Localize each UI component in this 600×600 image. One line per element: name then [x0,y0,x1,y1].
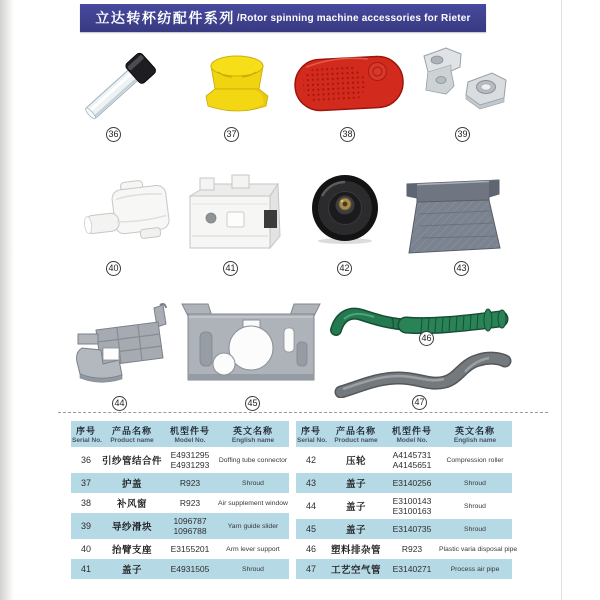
table-row: 47 工艺空气管 E3140271 Process air pipe [296,559,512,579]
arm-lever-support-photo [80,176,178,252]
page-title-chinese: 立达转杯纺配件系列 [95,10,235,26]
gray-bracket-photo [70,300,172,390]
table-row: 36 引纱管结合件 E4931295 E4931293 Doffing tube connector [80,450,288,471]
yarn-guide-base-plate-photo [180,298,322,392]
metal-brackets-photo [416,46,512,118]
compression-roller-photo [309,172,381,246]
table-row: 44 盖子 E3100143 E3100163 Shroud [305,496,486,517]
figure-number-badge: 38 [340,127,355,142]
figure-37 [196,52,278,116]
figure-39 [416,46,512,118]
figure-number-badge: 41 [223,261,238,276]
figure-38 [291,51,407,115]
col-serial: 序号 Serial No. [297,426,327,444]
table-header-row [71,421,289,447]
figure-number-badge: 47 [412,395,427,410]
doffing-tube-connector-photo [75,46,167,124]
figure-number-badge: 46 [419,331,434,346]
col-product: 产品名称 Product name [110,426,154,444]
figure-36 [75,46,167,124]
col-english: 英文名称 English name [453,426,497,444]
table-row: 43 盖子 E3140256 Shroud [296,473,512,493]
dashed-divider [58,412,548,413]
title-banner [80,4,486,32]
gray-shroud-plate-photo [402,170,504,258]
table-row: 38 补风窗 R923 Air supplement window [80,498,288,511]
col-model: 机型件号 Model No. [391,426,432,444]
figure-number-badge: 44 [112,396,127,411]
process-air-pipe-photo [333,348,513,398]
figure-number-badge: 36 [106,127,121,142]
figure-number-badge: 45 [245,396,260,411]
col-english: 英文名称 English name [231,426,275,444]
figure-number-badge: 37 [224,127,239,142]
figure-47 [333,348,513,398]
figure-number-badge: 40 [106,261,121,276]
figure-40 [80,176,178,252]
figure-41 [180,172,288,258]
table-row: 40 抬臂支座 E3155201 Arm lever support [80,544,280,557]
page-title-english: /Rotor spinning machine accessories for Rieter [236,12,471,24]
figure-42 [309,172,381,246]
figure-45 [180,298,322,392]
table-row: 37 护盖 R923 Shroud [71,473,289,493]
figure-43 [402,170,504,258]
figure-number-badge: 39 [455,127,470,142]
figure-number-badge: 43 [454,261,469,276]
col-serial: 序号 Serial No. [72,426,102,444]
table-row: 42 压轮 A4145731 A4145651 Compression roller [305,450,504,471]
page-left-edge-shading [0,0,14,600]
parts-table-left [71,421,289,579]
table-row: 41 盖子 E4931505 Shroud [71,559,289,579]
figure-number-badge: 42 [337,261,352,276]
page-edge-line [561,0,562,600]
table-row: 39 导纱滑块 1096787 1096788 Yarn guide slider [71,513,289,539]
table-row: 46 塑料排杂管 R923 Plastic varia disposal pipe [305,544,518,557]
col-product: 产品名称 Product name [334,426,378,444]
figure-44 [70,300,172,390]
col-model: 机型件号 Model No. [169,426,210,444]
parts-table-right [296,421,518,579]
table-header-row [296,421,512,447]
yellow-shroud-cap-photo [196,52,278,116]
shroud-cover-photo [180,172,288,258]
air-supplement-window-photo [291,51,407,115]
table-row: 45 盖子 E3140735 Shroud [296,519,512,539]
